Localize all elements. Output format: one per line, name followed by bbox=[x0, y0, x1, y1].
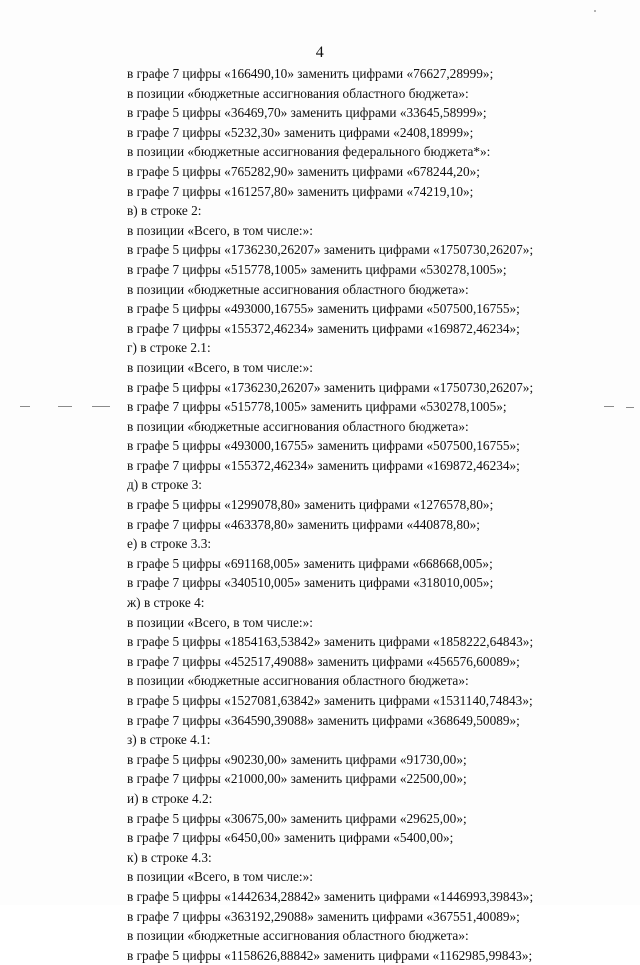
document-line: в позиции «бюджетные ассигнования областного бюджета»: bbox=[127, 418, 469, 434]
document-line: ж) в строке 4: bbox=[127, 595, 205, 611]
document-line: в графе 5 цифры «1442634,28842» заменить цифрами «1446993,39843»; bbox=[127, 888, 534, 904]
document-line: в графе 7 цифры «340510,005» заменить цифрами «318010,005»; bbox=[127, 575, 494, 591]
document-line: в графе 7 цифры «515778,1005» заменить цифрами «530278,1005»; bbox=[127, 261, 507, 277]
document-line: в графе 7 цифры «363192,29088» заменить цифрами «367551,40089»; bbox=[127, 908, 520, 924]
document-line: в графе 7 цифры «166490,10» заменить цифрами «76627,28999»; bbox=[127, 66, 494, 81]
document-line: в графе 7 цифры «21000,00» заменить цифрами «22500,00»; bbox=[127, 771, 467, 787]
document-line: в графе 5 цифры «1158626,88842» заменить цифрами «1162985,99843»; bbox=[127, 947, 533, 963]
scan-fold-mark-left bbox=[58, 406, 72, 407]
document-line: в графе 5 цифры «493000,16755» заменить цифрами «507500,16755»; bbox=[127, 301, 520, 317]
document-line: и) в строке 4.2: bbox=[127, 790, 213, 806]
document-line: в графе 7 цифры «5232,30» заменить цифрами «2408,18999»; bbox=[127, 124, 474, 140]
document-line: в графе 5 цифры «1854163,53842» заменить цифрами «1858222,64843»; bbox=[127, 634, 534, 650]
document-line: в графе 5 цифры «493000,16755» заменить цифрами «507500,16755»; bbox=[127, 438, 520, 454]
document-line: в графе 5 цифры «1527081,63842» заменить цифрами «1531140,74843»; bbox=[127, 693, 533, 708]
document-line: д) в строке 3: bbox=[127, 477, 202, 493]
document-line: в графе 7 цифры «463378,80» заменить цифрами «440878,80»; bbox=[127, 516, 480, 532]
document-line: в графе 7 цифры «155372,46234» заменить цифрами «169872,46234»; bbox=[127, 320, 520, 336]
document-line: в позиции «бюджетные ассигнования федерального бюджета*»: bbox=[127, 144, 491, 160]
document-line: в графе 5 цифры «765282,90» заменить цифрами «678244,20»; bbox=[127, 163, 480, 179]
document-line: в позиции «бюджетные ассигнования областного бюджета»: bbox=[127, 673, 469, 689]
document-line: в позиции «Всего, в том числе:»: bbox=[127, 614, 313, 630]
document-line: в позиции «бюджетные ассигнования областного бюджета»: bbox=[127, 928, 469, 944]
page-number: 4 bbox=[315, 44, 325, 61]
document-line: в позиции «Всего, в том числе:»: bbox=[127, 869, 313, 885]
scan-fold-mark-left bbox=[20, 406, 30, 407]
scan-fold-mark-right bbox=[626, 407, 634, 408]
document-line: в графе 7 цифры «155372,46234» заменить цифрами «169872,46234»; bbox=[127, 457, 520, 473]
document-line: е) в строке 3.3: bbox=[127, 536, 212, 552]
document-line: в графе 7 цифры «6450,00» заменить цифрами «5400,00»; bbox=[127, 830, 454, 846]
document-line: в графе 5 цифры «1736230,26207» заменить цифрами «1750730,26207»; bbox=[127, 379, 534, 395]
document-line: в) в строке 2: bbox=[127, 203, 202, 219]
document-line: в графе 5 цифры «36469,70» заменить цифрами «33645,58999»; bbox=[127, 105, 487, 121]
document-line: в графе 5 цифры «1299078,80» заменить цифрами «1276578,80»; bbox=[127, 497, 494, 513]
document-line: в графе 7 цифры «452517,49088» заменить цифрами «456576,60089»; bbox=[127, 653, 520, 669]
scan-fold-mark-right bbox=[604, 406, 614, 407]
document-line: к) в строке 4.3: bbox=[127, 849, 212, 865]
document-line: в позиции «Всего, в том числе:»: bbox=[127, 222, 313, 238]
scan-speck bbox=[594, 10, 596, 12]
document-line: в графе 7 цифры «364590,39088» заменить цифрами «368649,50089»; bbox=[127, 712, 520, 728]
document-line: в графе 7 цифры «161257,80» заменить цифрами «74219,10»; bbox=[127, 183, 474, 199]
document-line: з) в строке 4.1: bbox=[127, 732, 211, 748]
document-line: в графе 5 цифры «90230,00» заменить цифрами «91730,00»; bbox=[127, 751, 467, 767]
document-line: в графе 7 цифры «515778,1005» заменить цифрами «530278,1005»; bbox=[127, 399, 507, 415]
document-line: г) в строке 2.1: bbox=[127, 340, 211, 356]
document-line: в графе 5 цифры «30675,00» заменить цифрами «29625,00»; bbox=[127, 810, 467, 826]
document-line: в позиции «бюджетные ассигнования областного бюджета»: bbox=[127, 281, 469, 297]
document-line: в позиции «бюджетные ассигнования областного бюджета»: bbox=[127, 85, 469, 101]
document-line: в позиции «Всего, в том числе:»: bbox=[127, 359, 313, 375]
scan-fold-mark-left bbox=[92, 406, 110, 407]
document-body bbox=[127, 64, 597, 965]
document-line: в графе 5 цифры «691168,005» заменить цифрами «668668,005»; bbox=[127, 555, 493, 571]
document-line: в графе 5 цифры «1736230,26207» заменить цифрами «1750730,26207»; bbox=[127, 242, 534, 258]
